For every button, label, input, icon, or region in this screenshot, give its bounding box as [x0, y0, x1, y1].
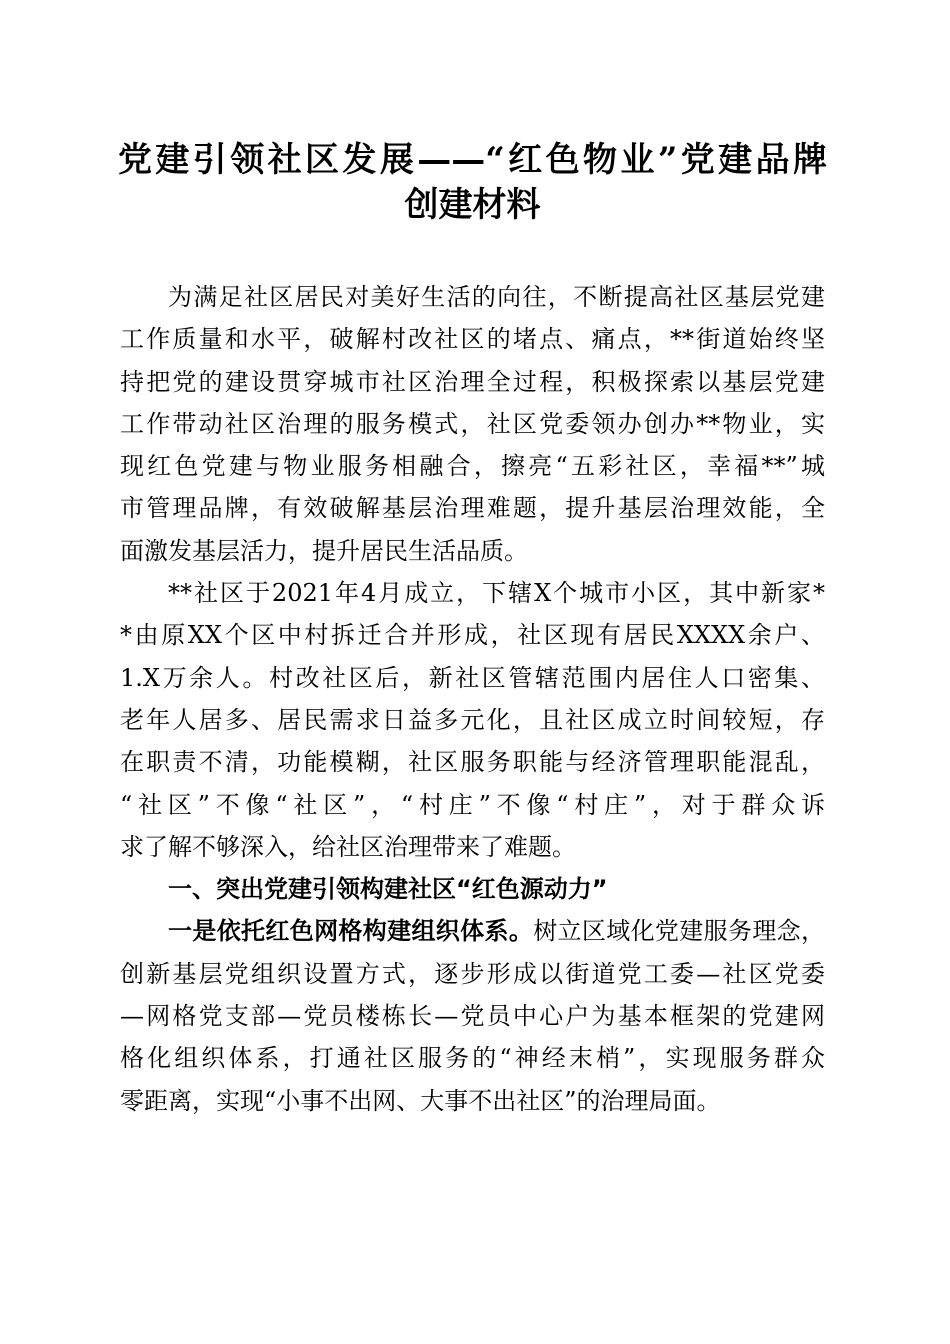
document-body — [120, 276, 825, 1122]
text-line: 求了解不够深入，给社区治理带来了难题。 — [120, 832, 576, 861]
text-line: *由原XX个区中村拆迁合并形成，社区现有居民XXXX余户、 — [120, 621, 825, 650]
text-line: —网格党支部—党员楼栋长—党员中心户为基本框架的党建网 — [120, 1002, 825, 1031]
paragraph-section1 — [120, 910, 825, 1121]
lead-sentence: 一是依托红色网格构建组织体系。 — [168, 916, 534, 946]
text-line: “社区”不像“社区”，“村庄”不像“村庄”，对于群众诉 — [120, 790, 825, 819]
text-line: 零距离，实现“小事不出网、大事不出社区”的治理局面。 — [120, 1086, 721, 1115]
section-heading: 一、突出党建引领构建社区“红色源动力” — [168, 875, 608, 904]
text-line: 市管理品牌，有效破解基层治理难题，提升基层治理效能，全 — [120, 494, 825, 523]
text-line: 现红色党建与物业服务相融合，擦亮“五彩社区，幸福**”城 — [120, 452, 825, 481]
text-line: 持把党的建设贯穿城市社区治理全过程，积极探索以基层党建 — [120, 367, 825, 396]
text-line: 格化组织体系，打通社区服务的“神经末梢”，实现服务群众 — [120, 1044, 825, 1073]
document-title-line-2: 创建材料 — [404, 185, 541, 225]
text-line — [120, 910, 825, 952]
text-line: 工作带动社区治理的服务模式，社区党委领办创办**物业，实 — [120, 409, 825, 438]
text-line: 老年人居多、居民需求日益多元化，且社区成立时间较短，存 — [120, 705, 825, 734]
document-title-line-1: 党建引领社区发展——“红色物业”党建品牌 — [118, 140, 827, 180]
text-line: **社区于2021年4月成立，下辖X个城市小区，其中新家* — [168, 579, 825, 608]
text-line: 1.X万余人。村改社区后，新社区管辖范围内居住人口密集、 — [120, 663, 825, 692]
text-line: 面激发基层活力，提升居民生活品质。 — [120, 536, 528, 565]
paragraph-background — [120, 572, 825, 868]
text-line: 工作质量和水平，破解村改社区的堵点、痛点，**街道始终坚 — [120, 325, 825, 354]
paragraph-intro — [120, 276, 825, 572]
text-run: 树立区域化党建服务理念， — [533, 917, 826, 946]
text-line: 在职责不清，功能模糊，社区服务职能与经济管理职能混乱， — [120, 748, 825, 777]
text-line: 创新基层党组织设置方式，逐步形成以街道党工委—社区党委 — [120, 959, 825, 988]
text-line: 为满足社区居民对美好生活的向往，不断提高社区基层党建 — [168, 283, 825, 311]
